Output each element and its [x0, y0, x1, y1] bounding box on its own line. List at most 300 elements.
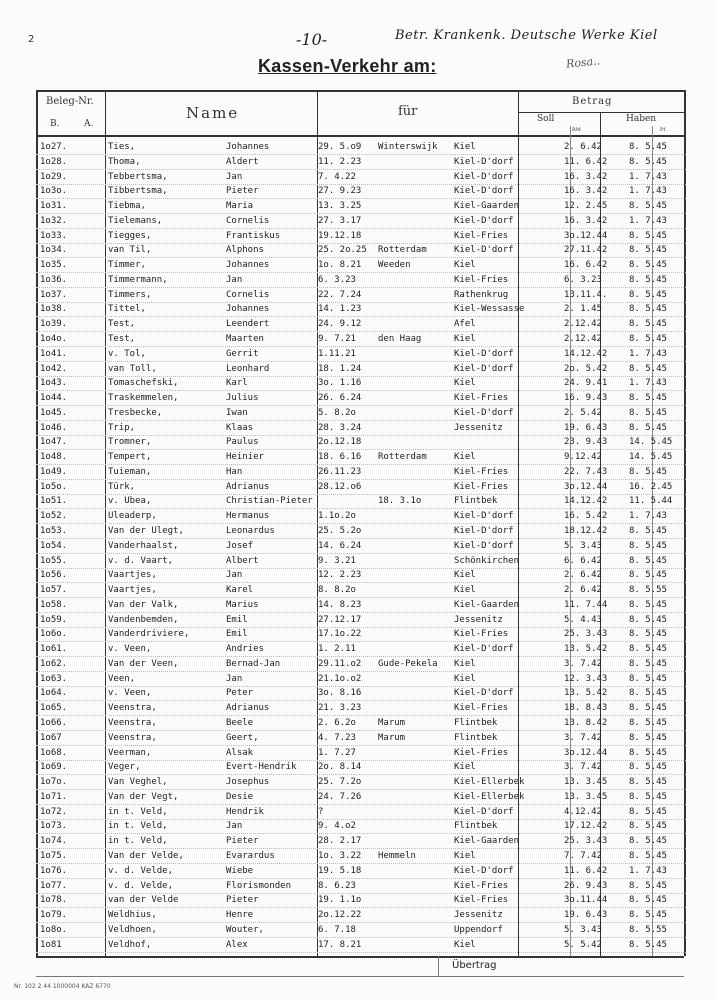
cell-last: Tempert,	[108, 452, 152, 463]
cell-loc: Kiel	[454, 260, 476, 271]
cell-last: van der Velde	[108, 895, 179, 906]
cell-haben: 1. 7.43	[629, 865, 667, 876]
cell-first: Alex	[226, 939, 248, 950]
cell-fuer: den Haag	[378, 334, 422, 344]
cell-date: 19. 5.18	[318, 865, 362, 876]
cell-first: Adrianus	[226, 481, 270, 492]
cell-soll: 3o.12.44	[564, 230, 608, 241]
cell-loc: Kiel-Fries	[454, 895, 509, 906]
cell-soll: 13. 5.42	[564, 644, 608, 655]
cell-first: Johannes	[226, 142, 270, 152]
cell-date: 2o.12.18	[318, 437, 362, 448]
cell-haben: 8. 5.45	[629, 466, 667, 477]
cell-last: van Toll,	[108, 363, 157, 374]
cell-date: 25. 5.2o	[318, 526, 362, 537]
cell-soll: 11. 6.42	[564, 865, 608, 876]
cell-nr: 1o41.	[40, 348, 68, 359]
cell-last: v. d. Velde,	[108, 880, 174, 891]
cell-haben: 1. 7.43	[629, 171, 667, 182]
cell-soll: 25. 3.43	[564, 836, 608, 847]
cell-date: 14. 6.24	[318, 540, 362, 551]
cell-last: Van der Ulegt,	[108, 526, 184, 537]
cell-soll: 5. 3.43	[564, 924, 602, 935]
cell-nr: 1o75.	[40, 850, 68, 861]
cell-nr: 1o73.	[40, 821, 68, 832]
cell-loc: Kiel-D'dorf	[454, 407, 514, 418]
header-fuer: für	[398, 104, 418, 119]
cell-nr: 1o42.	[40, 363, 68, 374]
row-rule	[36, 952, 686, 953]
cell-loc: Kiel	[454, 334, 476, 344]
cell-nr: 1o76.	[40, 865, 68, 876]
cell-date: 17.1o.22	[318, 629, 362, 640]
cell-first: Klaas	[226, 422, 254, 433]
cell-loc: Uppendorf	[454, 924, 503, 935]
header-name: Name	[186, 104, 240, 122]
cell-loc: Kiel	[454, 452, 476, 463]
cell-haben: 8. 5.45	[629, 614, 667, 625]
cell-soll: 13.11.4.	[564, 289, 608, 300]
cell-loc: Kiel	[454, 850, 476, 861]
cell-first: Jan	[226, 274, 243, 285]
cell-haben: 8. 5.45	[629, 880, 667, 891]
cell-haben: 8. 5.45	[629, 806, 667, 817]
cell-date: 1. 2.11	[318, 644, 356, 655]
cell-nr: 1o28.	[40, 156, 68, 167]
cell-loc: Kiel-Fries	[454, 393, 509, 404]
cell-soll: 12. 2.45	[564, 201, 608, 212]
cell-haben: 8. 5.45	[629, 407, 667, 418]
cell-last: Uleaderp,	[108, 511, 157, 522]
cell-loc: Kiel-D'dorf	[454, 865, 514, 876]
cell-date: 1o. 8.21	[318, 260, 362, 271]
cell-date: 2. 6.2o	[318, 718, 356, 729]
cell-first: Christian-Pieter	[226, 496, 313, 507]
cell-haben: 1. 7.43	[629, 215, 667, 226]
cell-date: 3o. 1.16	[318, 378, 362, 389]
cell-first: Gerrit	[226, 348, 259, 359]
cell-first: Johannes	[226, 260, 270, 271]
cell-nr: 1o4o.	[40, 334, 68, 344]
cell-fuer: Rotterdam	[378, 452, 427, 463]
cell-last: Thoma,	[108, 156, 141, 167]
cell-first: Pieter	[226, 895, 259, 906]
cell-nr: 1o46.	[40, 422, 68, 433]
cell-last: Van Veghel,	[108, 777, 168, 788]
cell-haben: 8. 5.45	[629, 393, 667, 404]
cell-last: Van der Velde,	[108, 850, 184, 861]
cell-loc: Kiel	[454, 939, 476, 950]
cell-date: 21. 3.23	[318, 703, 362, 714]
cell-first: Peter	[226, 688, 254, 699]
cell-loc: Kiel-D'dorf	[454, 511, 514, 522]
cell-haben: 14. 5.45	[629, 452, 673, 463]
cell-haben: 8. 5.45	[629, 629, 667, 640]
cell-loc: Flintbek	[454, 732, 498, 743]
cell-first: Aldert	[226, 156, 259, 167]
cell-last: Veldhoen,	[108, 924, 157, 935]
cell-haben: 8. 5.45	[629, 718, 667, 729]
cell-haben: 8. 5.45	[629, 762, 667, 773]
cell-haben: 8. 5.45	[629, 422, 667, 433]
cell-date: 17. 8.21	[318, 939, 362, 950]
cell-last: Tebbertsma,	[108, 171, 168, 182]
cell-nr: 1o7o.	[40, 777, 68, 788]
cell-soll: 6. 3.23	[564, 274, 602, 285]
cell-haben: 8. 5.45	[629, 570, 667, 581]
cell-first: Leonhard	[226, 363, 270, 374]
cell-loc: Kiel-Fries	[454, 703, 509, 714]
cell-loc: Jessenitz	[454, 910, 503, 921]
cell-haben: 8. 5.45	[629, 289, 667, 300]
cell-haben: 8. 5.45	[629, 526, 667, 537]
cell-first: Henre	[226, 910, 254, 921]
cell-loc: Kiel-Gaarden	[454, 836, 520, 847]
uebertrag-label: Übertrag	[452, 960, 497, 971]
cell-soll: 22. 7.43	[564, 466, 608, 477]
cell-soll: 24. 9.41	[564, 378, 608, 389]
cell-soll: 17.12.42	[564, 821, 608, 832]
cell-soll: 18.12.42	[564, 526, 608, 537]
cell-soll: 9.12.42	[564, 452, 602, 463]
cell-date: 14. 1.23	[318, 304, 362, 315]
cell-nr: 1o44.	[40, 393, 68, 404]
cell-date: 13. 3.25	[318, 201, 362, 212]
cell-nr: 1o33.	[40, 230, 68, 241]
cell-soll: 12. 3.43	[564, 673, 608, 684]
cell-loc: Kiel-D'dorf	[454, 186, 514, 197]
cell-last: Ties,	[108, 142, 136, 152]
cell-soll: 5. 4.43	[564, 614, 602, 625]
cell-date: 1. 7.27	[318, 747, 356, 758]
cell-haben: 8. 5.45	[629, 245, 667, 256]
cell-soll: 2.12.42	[564, 319, 602, 330]
cell-nr: 1o74.	[40, 836, 68, 847]
cell-first: Florismonden	[226, 880, 292, 891]
cell-first: Marius	[226, 599, 259, 610]
cell-date: 1.1o.2o	[318, 511, 356, 522]
cell-haben: 8. 5.45	[629, 910, 667, 921]
cell-date: 28.12.o6	[318, 481, 362, 492]
cell-nr: 1o6o.	[40, 629, 68, 640]
cell-first: Maria	[226, 201, 254, 212]
cell-loc: Kiel-D'dorf	[454, 688, 514, 699]
cell-last: Vaartjes,	[108, 570, 157, 581]
cell-last: Veenstra,	[108, 732, 157, 743]
cell-soll: 3o.11.44	[564, 895, 608, 906]
cell-first: Pieter	[226, 836, 259, 847]
cell-haben: 8. 5.45	[629, 658, 667, 669]
cell-nr: 1o57.	[40, 585, 68, 596]
cell-fuer: Gude-Pekela	[378, 658, 438, 669]
cell-loc: Kiel	[454, 762, 476, 773]
cell-last: v. d. Vaart,	[108, 555, 174, 566]
cell-last: Tresbecke,	[108, 407, 163, 418]
cell-loc: Kiel-D'dorf	[454, 156, 514, 167]
cell-date: 29.11.o2	[318, 658, 362, 669]
cell-soll: 2o. 5.42	[564, 363, 608, 374]
cell-loc: Kiel-D'dorf	[454, 171, 514, 182]
cell-date: 14. 8.23	[318, 599, 362, 610]
header-b: B.	[50, 119, 60, 129]
cell-nr: 1o52.	[40, 511, 68, 522]
cell-date: 24. 9.12	[318, 319, 362, 330]
cell-last: Timmermann,	[108, 274, 168, 285]
cell-date: 9. 4.o2	[318, 821, 356, 832]
cell-soll: 11. 6.42	[564, 156, 608, 167]
cell-nr: 1o59.	[40, 614, 68, 625]
page-title: Kassen-Verkehr am:	[258, 56, 437, 76]
cell-last: Veenstra,	[108, 718, 157, 729]
cell-loc: Kiel-Fries	[454, 747, 509, 758]
cell-nr: 1o48.	[40, 452, 68, 463]
cell-loc: Kiel-D'dorf	[454, 245, 514, 256]
cell-haben: 14. 5.45	[629, 437, 673, 448]
cell-date: 26. 6.24	[318, 393, 362, 404]
cell-soll: 16. 3.42	[564, 215, 608, 226]
cell-loc: Kiel-Wessasse	[454, 304, 525, 315]
cell-first: Iwan	[226, 407, 248, 418]
cell-nr: 1o32.	[40, 215, 68, 226]
cell-last: Van der Valk,	[108, 599, 179, 610]
cell-nr: 1o53.	[40, 526, 68, 537]
cell-first: Josef	[226, 540, 254, 551]
cell-haben: 8. 5.55	[629, 585, 667, 596]
cell-fuer: Weeden	[378, 260, 411, 271]
cell-loc: Kiel	[454, 585, 476, 596]
cell-first: Hermanus	[226, 511, 270, 522]
cell-last: in t. Veld,	[108, 806, 168, 817]
cell-soll: 25. 3.43	[564, 629, 608, 640]
cell-nr: 1o39.	[40, 319, 68, 330]
cell-first: Maarten	[226, 334, 264, 344]
cell-haben: 8. 5.55	[629, 924, 667, 935]
cell-loc: Kiel-Ellerbek	[454, 791, 525, 802]
cell-first: Pieter	[226, 186, 259, 197]
cell-haben: 8. 5.45	[629, 334, 667, 344]
cell-last: in t. Veld,	[108, 836, 168, 847]
cell-haben: 8. 5.45	[629, 836, 667, 847]
cell-nr: 1o79.	[40, 910, 68, 921]
cell-haben: 8. 5.45	[629, 142, 667, 152]
cell-date: 8. 6.23	[318, 880, 356, 891]
cell-first: Albert	[226, 555, 259, 566]
cell-last: in t. Veld,	[108, 821, 168, 832]
cell-nr: 1o34.	[40, 245, 68, 256]
cell-first: Leendert	[226, 319, 270, 330]
cell-haben: 8. 5.45	[629, 260, 667, 271]
cell-nr: 1o29.	[40, 171, 68, 182]
cell-haben: 8. 5.45	[629, 274, 667, 285]
cell-loc: Kiel-D'dorf	[454, 644, 514, 655]
cell-date: 1.11.21	[318, 348, 356, 359]
cell-haben: 8. 5.45	[629, 791, 667, 802]
cell-loc: Kiel-D'dorf	[454, 363, 514, 374]
cell-nr: 1o43.	[40, 378, 68, 389]
cell-last: Tromner,	[108, 437, 152, 448]
cell-loc: Kiel-Gaarden	[454, 201, 520, 212]
cell-last: Test,	[108, 334, 136, 344]
cell-loc: Kiel-D'dorf	[454, 540, 514, 551]
cell-first: Heinier	[226, 452, 264, 463]
cell-first: Frantiskus	[226, 230, 281, 241]
cell-loc: Kiel-Fries	[454, 230, 509, 241]
cell-date: 3o. 8.16	[318, 688, 362, 699]
cell-loc: Kiel-D'dorf	[454, 806, 514, 817]
cell-soll: 4.12.42	[564, 806, 602, 817]
cell-soll: 6. 6.42	[564, 555, 602, 566]
cell-nr: 1o35.	[40, 260, 68, 271]
cell-nr: 1o56.	[40, 570, 68, 581]
cell-nr: 1o63.	[40, 673, 68, 684]
cell-date: 6. 7.18	[318, 924, 356, 935]
cell-last: Tiebma,	[108, 201, 146, 212]
cell-last: Tibbertsma,	[108, 186, 168, 197]
header-rm: RM	[572, 127, 581, 133]
cell-nr: 1o78.	[40, 895, 68, 906]
cell-soll: 2. 1.45	[564, 304, 602, 315]
cell-date: 8. 8.2o	[318, 585, 356, 596]
cell-soll: 11. 7.44	[564, 599, 608, 610]
cell-soll: 13. 8.42	[564, 718, 608, 729]
cell-nr: 1o27.	[40, 142, 68, 152]
cell-last: Weldhius,	[108, 910, 157, 921]
cell-haben: 1. 7.43	[629, 186, 667, 197]
cell-nr: 1o72.	[40, 806, 68, 817]
cell-loc: Kiel	[454, 673, 476, 684]
cell-date: 24. 7.26	[318, 791, 362, 802]
cell-fuer: Marum	[378, 732, 406, 743]
cell-date: 27.12.17	[318, 614, 362, 625]
cell-haben: 8. 5.45	[629, 555, 667, 566]
cell-first: Han	[226, 466, 243, 477]
cell-nr: 1o67	[40, 732, 62, 743]
cell-nr: 1o31.	[40, 201, 68, 212]
cell-first: Evert-Hendrik	[226, 762, 297, 773]
cell-nr: 1o8o.	[40, 924, 68, 935]
cell-date: 2o.12.22	[318, 910, 362, 921]
cell-last: v. Tol,	[108, 348, 146, 359]
cell-nr: 1o81	[40, 939, 62, 950]
print-note: Nr. 102 2 44 1000004 KAZ 6770	[14, 983, 111, 990]
cell-soll: 16. 3.42	[564, 186, 608, 197]
cell-date: ?	[318, 806, 324, 817]
cell-haben: 8. 5.45	[629, 688, 667, 699]
cell-soll: 13. 3.45	[564, 791, 608, 802]
cell-soll: 16. 6.42	[564, 260, 608, 271]
cell-last: v. Ubea,	[108, 496, 152, 507]
cell-loc: Jessenitz	[454, 614, 503, 625]
cell-soll: 5. 5.42	[564, 939, 602, 950]
cell-nr: 1o3o.	[40, 186, 68, 197]
cell-haben: 8. 5.45	[629, 703, 667, 714]
cell-loc: Kiel	[454, 378, 476, 389]
cell-first: Jan	[226, 570, 243, 581]
cell-soll: 16. 3.42	[564, 171, 608, 182]
stamp: Rosa..	[565, 54, 601, 71]
cell-first: Johannes	[226, 304, 270, 315]
cell-date: 9. 3.21	[318, 555, 356, 566]
cell-soll: 14.12.42	[564, 348, 608, 359]
cell-first: Cornelis	[226, 289, 270, 300]
cell-haben: 8. 5.45	[629, 895, 667, 906]
cell-last: Tuieman,	[108, 466, 152, 477]
header-haben: Haben	[626, 114, 657, 124]
cell-soll: 2. 6.42	[564, 142, 602, 152]
cell-soll: 7. 7.42	[564, 850, 602, 861]
cell-loc: Kiel-Fries	[454, 274, 509, 285]
cell-first: Cornelis	[226, 215, 270, 226]
header-a: A.	[84, 119, 94, 129]
cell-fuer: Hemmeln	[378, 850, 416, 861]
cell-first: Emil	[226, 614, 248, 625]
cell-haben: 8. 5.45	[629, 599, 667, 610]
header-betrag: Betrag	[572, 96, 613, 107]
cell-first: Karel	[226, 585, 254, 596]
table-row	[36, 934, 686, 956]
handwritten-note: Betr. Krankenk. Deutsche Werke Kiel	[395, 28, 658, 43]
cell-nr: 1o64.	[40, 688, 68, 699]
cell-soll: 27.11.42	[564, 245, 608, 256]
cell-last: Van der Veen,	[108, 658, 179, 669]
cell-date: 9. 7.21	[318, 334, 356, 344]
cell-haben: 8. 5.45	[629, 732, 667, 743]
cell-date: 1o. 3.22	[318, 850, 362, 861]
cell-loc: Kiel-Fries	[454, 629, 509, 640]
cell-soll: 2.12.42	[564, 334, 602, 344]
cell-last: Tittel,	[108, 304, 146, 315]
cell-first: Hendrik	[226, 806, 264, 817]
cell-last: Traskemmelen,	[108, 393, 179, 404]
cell-date: 25. 2o.25	[318, 245, 367, 256]
cell-haben: 8. 5.45	[629, 850, 667, 861]
cell-nr: 1o54.	[40, 540, 68, 551]
cell-loc: Jessenitz	[454, 422, 503, 433]
cell-date: 19. 1.1o	[318, 895, 362, 906]
cell-last: Veldhof,	[108, 939, 152, 950]
cell-nr: 1o71.	[40, 791, 68, 802]
cell-soll: 3o.12.44	[564, 481, 608, 492]
header-pf: Pf	[660, 127, 666, 133]
cell-last: Veen,	[108, 673, 136, 684]
cell-date: 25. 7.2o	[318, 777, 362, 788]
cell-last: Test,	[108, 319, 136, 330]
cell-soll: 3. 7.42	[564, 658, 602, 669]
cell-date: 28. 3.24	[318, 422, 362, 433]
cell-soll: 3. 7.42	[564, 732, 602, 743]
cell-first: Paulus	[226, 437, 259, 448]
cell-first: Adrianus	[226, 703, 270, 714]
cell-soll: 16. 5.42	[564, 511, 608, 522]
cell-soll: 19. 6.43	[564, 422, 608, 433]
cell-last: Veenstra,	[108, 703, 157, 714]
cell-date: 4. 7.23	[318, 732, 356, 743]
cell-date: 27. 9.23	[318, 186, 362, 197]
cell-last: Timmer,	[108, 260, 146, 271]
cell-last: v. d. Velde,	[108, 865, 174, 876]
cell-soll: 3o.12.44	[564, 747, 608, 758]
cell-date: 19.12.18	[318, 230, 362, 241]
cell-haben: 16. 2.45	[629, 481, 673, 492]
cell-haben: 8. 5.45	[629, 201, 667, 212]
cell-date: 2o. 8.14	[318, 762, 362, 773]
cell-loc: Kiel-Ellerbek	[454, 777, 525, 788]
cell-nr: 1o51.	[40, 496, 68, 507]
cell-nr: 1o36.	[40, 274, 68, 285]
cell-first: Desie	[226, 791, 254, 802]
cell-soll: 2. 6.42	[564, 570, 602, 581]
cell-date: 29. 5.o9	[318, 142, 362, 152]
